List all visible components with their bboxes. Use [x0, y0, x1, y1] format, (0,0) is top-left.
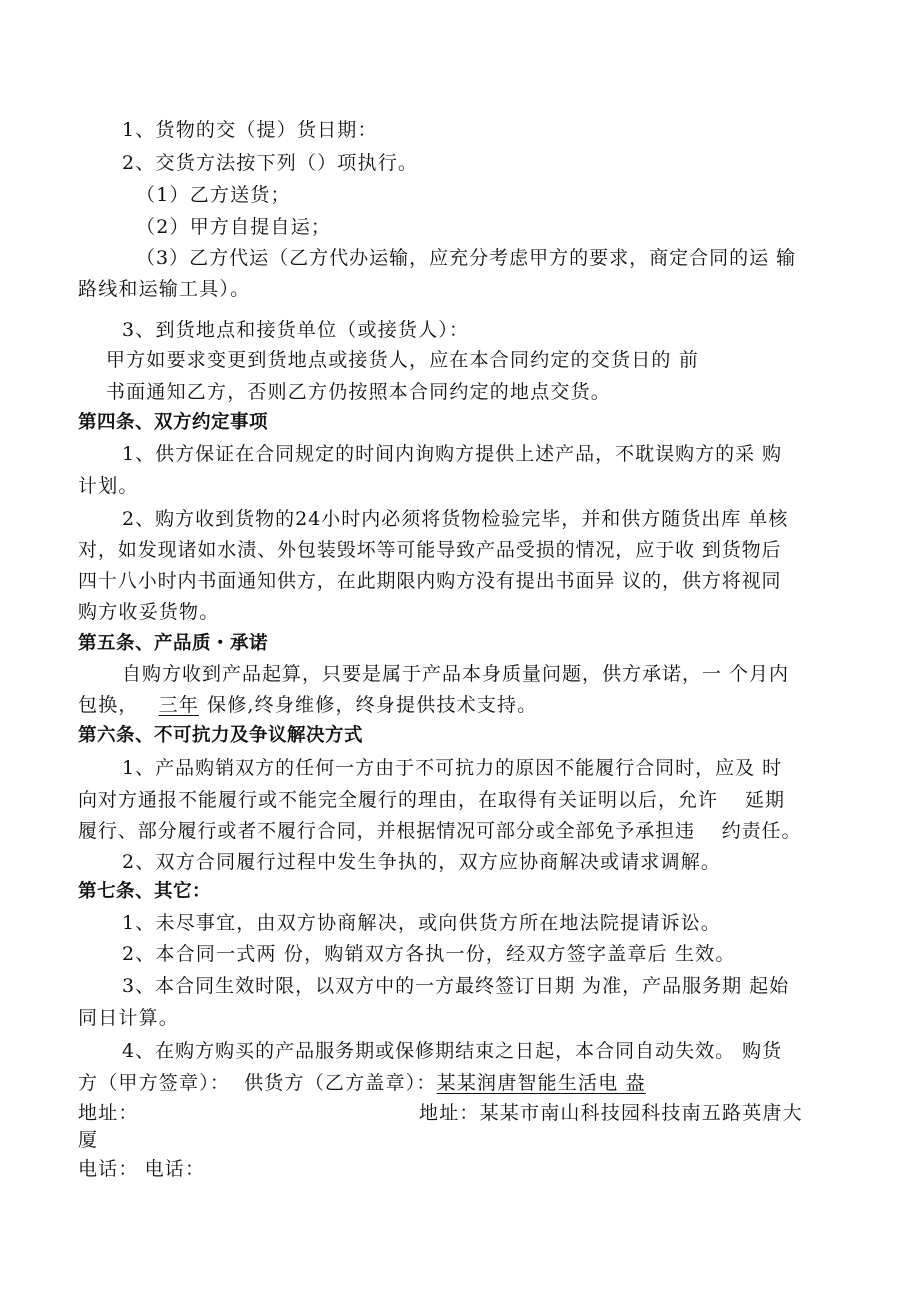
delivery-option-3: （3）乙方代运（乙方代办运输，应充分考虑甲方的要求，商定合同的运 输: [136, 247, 797, 269]
delivery-option-2: （2）甲方自提自运；: [136, 216, 332, 238]
article-4-p2-line4: 购方收妥货物。: [78, 601, 220, 623]
article-4-p2-line3: 四十八小时内书面通知供方，在此期限内购方没有提出书面异 议的，供方将视同: [78, 570, 782, 592]
buyer-phone-label: 电话：: [78, 1158, 139, 1180]
article-4-p2-line2: 对，如发现诸如水渍、外包装毁坏等可能导致产品受损的情况，应于收 到货物后: [78, 539, 782, 561]
article-6-heading: 第六条、不可抗力及争议解决方式: [78, 725, 364, 746]
article-7-p2: 2、本合同一式两 份，购销双方各执一份，经双方签字盖章后 生效。: [122, 943, 736, 965]
article-6-p1: 1、产品购销双方的任何一方由于不可抗力的原因不能履行合同时，应及 时: [122, 757, 783, 779]
seller-name: 某某润唐智能生活电 盎: [436, 1072, 646, 1094]
place-change-cont: 书面通知乙方，否则乙方仍按照本合同约定的地点交货。: [106, 381, 612, 403]
article-6-p1-line3: 履行、部分履行或者不履行合同，并根据情况可部分或全部免予承担违 约责任。: [78, 820, 802, 842]
seller-phone-label: 电话：: [144, 1158, 206, 1180]
article-7-p4: 4、在购方购买的产品服务期或保修期结束之日起，本合同自动失效。 购货: [122, 1040, 783, 1062]
buyer-seal-label: 方（甲方签章）：: [78, 1072, 231, 1094]
seller-seal-label: 供货方（乙方盖章）：: [244, 1072, 437, 1094]
seller-address-cont: 厦: [78, 1129, 99, 1151]
article-7-p3: 3、本合同生效时限，以双方中的一方最终签订日期 为准，产品服务期 起始: [122, 975, 790, 997]
article-5-heading: 第五条、产品质・承诺: [78, 633, 269, 654]
warranty-years: 三年: [158, 694, 200, 716]
place-change-line: 甲方如要求变更到货地点或接货人，应在本合同约定的交货日的 前: [106, 349, 700, 371]
signature-line: [78, 1069, 646, 1097]
delivery-option-1: （1）乙方送货；: [136, 184, 291, 206]
article-7-heading: 第七条、其它：: [78, 881, 212, 902]
article-4-p1-cont: 计划。: [78, 475, 139, 497]
article-6-p1-line2: 向对方通报不能履行或不能完全履行的理由，在取得有关证明以后，允许 延期: [78, 789, 786, 811]
warranty-prefix: 包换，: [78, 694, 139, 716]
article-5-p1-cont: [78, 691, 537, 719]
article-4-p2: 2、购方收到货物的24小时内必须将货物检验完毕，并和供方随货出库 单核: [122, 508, 789, 530]
buyer-address-label: 地址：: [78, 1102, 139, 1124]
article-7-p1: 1、未尽事宜，由双方协商解决，或向供货方所在地法院提请诉讼。: [122, 912, 722, 934]
phone-line: [78, 1155, 205, 1183]
article-4-heading: 第四条、双方约定事项: [78, 412, 269, 433]
article-4-p1: 1、供方保证在合同规定的时间内询购方提供上述产品，不耽误购方的采 购: [122, 443, 783, 465]
seller-address: 地址：某某市南山科技园科技南五路英唐大: [419, 1102, 803, 1124]
delivery-place-line: 3、到货地点和接货单位（或接货人）：: [122, 319, 470, 341]
article-5-p1: 自购方收到产品起算，只要是属于产品本身质量问题，供方承诺，一 个月内: [122, 663, 790, 685]
delivery-method-line: 2、交货方法按下列（）项执行。: [122, 152, 419, 174]
article-6-p2: 2、双方合同履行过程中发生争执的，双方应协商解决或请求调解。: [122, 851, 722, 873]
article-7-p3-cont: 同日计算。: [78, 1007, 180, 1029]
warranty-suffix: 保修,终身维修，终身提供技术支持。: [207, 694, 538, 716]
delivery-option-3-cont: 路线和运输工具）。: [78, 278, 251, 300]
delivery-date-line: 1、货物的交（提）货日期：: [122, 119, 378, 141]
